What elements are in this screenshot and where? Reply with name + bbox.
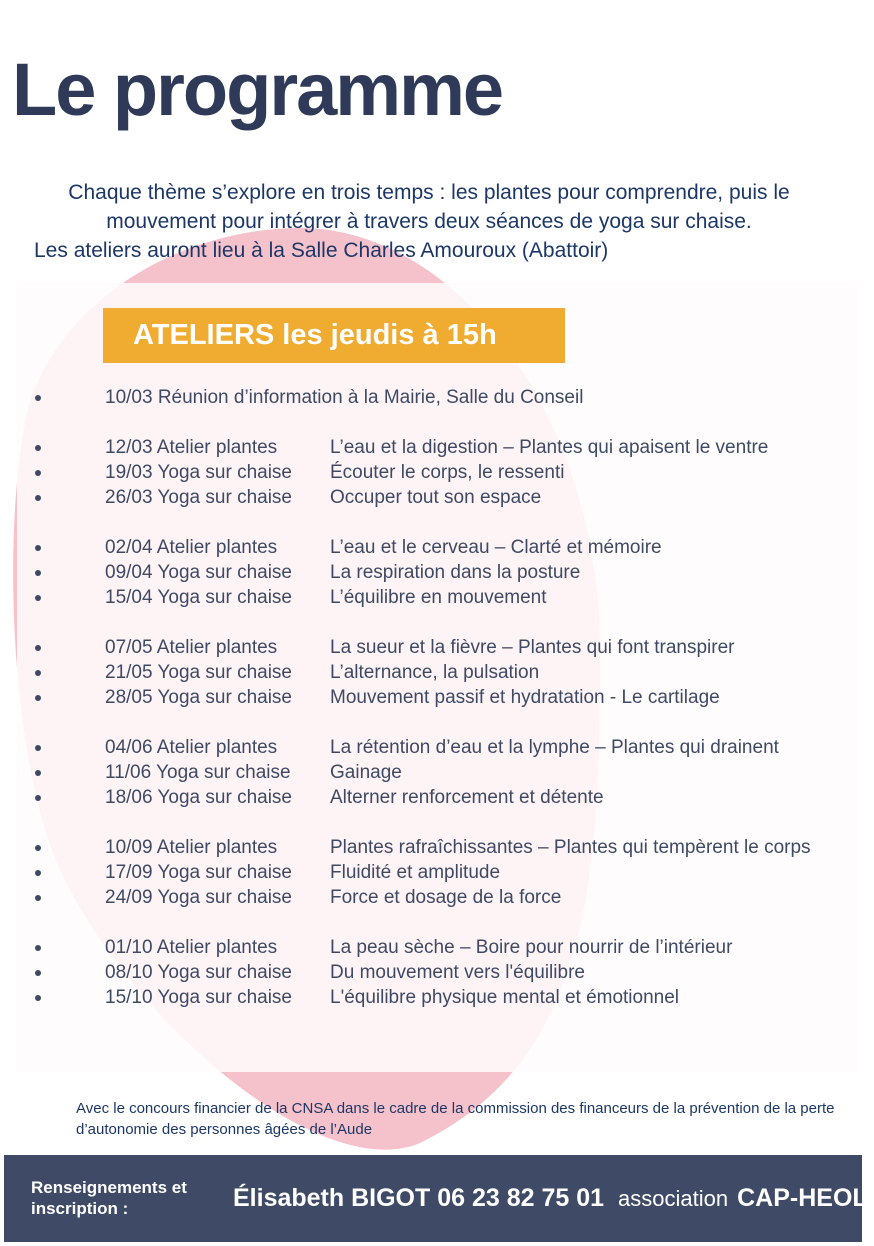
schedule-topic: Fluidité et amplitude: [330, 862, 501, 883]
schedule-topic: Plantes rafraîchissantes – Plantes qui tempèrent le corps: [330, 837, 811, 858]
bullet-icon: [35, 970, 41, 976]
schedule-date-activity: 19/03 Yoga sur chaise: [105, 462, 292, 483]
bullet-icon: [35, 470, 41, 476]
association-word: association: [618, 1185, 729, 1211]
schedule-row: [0, 885, 874, 910]
schedule-topic: La respiration dans la posture: [330, 562, 581, 583]
bullet-icon: [35, 395, 41, 401]
schedule-topic: Alterner renforcement et détente: [330, 787, 604, 808]
contact-name-phone: Élisabeth BIGOT 06 23 82 75 01: [233, 1184, 605, 1212]
bullet-icon: [35, 745, 41, 751]
schedule-date-activity: 17/09 Yoga sur chaise: [105, 862, 292, 883]
schedule-row: [0, 560, 874, 585]
bullet-icon: [35, 795, 41, 801]
schedule-date-activity: 11/06 Yoga sur chaise: [105, 762, 291, 783]
bullet-icon: [35, 945, 41, 951]
schedule-row: [0, 735, 874, 760]
schedule-date-activity: 21/05 Yoga sur chaise: [105, 662, 292, 683]
schedule-group: [0, 535, 874, 610]
schedule-row: [0, 935, 874, 960]
association-name: CAP-HEOL: [737, 1184, 868, 1212]
schedule-row: [0, 660, 874, 685]
bullet-icon: [35, 695, 41, 701]
schedule-row: [0, 960, 874, 985]
schedule-topic: La peau sèche – Boire pour nourrir de l’intérieur: [330, 937, 733, 958]
schedule-date-activity: 15/04 Yoga sur chaise: [105, 587, 292, 608]
intro-location-line: Les ateliers auront lieu à la Salle Charles Amouroux (Abattoir): [34, 239, 609, 262]
bullet-icon: [35, 495, 41, 501]
schedule-row: [0, 535, 874, 560]
schedule-date-activity: 12/03 Atelier plantes: [105, 437, 278, 458]
bullet-icon: [35, 870, 41, 876]
schedule-topic: Du mouvement vers l'équilibre: [330, 962, 585, 983]
schedule-row: [0, 685, 874, 710]
schedule-group: [0, 835, 874, 910]
bullet-icon: [35, 895, 41, 901]
schedule-date-activity: 24/09 Yoga sur chaise: [105, 887, 292, 908]
schedule-date-activity: 28/05 Yoga sur chaise: [105, 687, 292, 708]
bullet-icon: [35, 995, 41, 1001]
bullet-icon: [35, 595, 41, 601]
bullet-icon: [35, 645, 41, 651]
schedule-topic: L’alternance, la pulsation: [330, 662, 540, 683]
schedule-row: [0, 635, 874, 660]
schedule-row: [0, 460, 874, 485]
bullet-icon: [35, 570, 41, 576]
schedule-date-activity: 10/09 Atelier plantes: [105, 837, 278, 858]
footer-bar: [4, 1155, 868, 1242]
schedule-row: [0, 835, 874, 860]
schedule-date-activity: 08/10 Yoga sur chaise: [105, 962, 292, 983]
schedule-row: [0, 385, 874, 410]
schedule-topic: Mouvement passif et hydratation - Le cartilage: [330, 687, 720, 708]
schedule-date-activity: 26/03 Yoga sur chaise: [105, 487, 292, 508]
bullet-icon: [35, 845, 41, 851]
schedule-topic: Force et dosage de la force: [330, 887, 562, 908]
schedule-date-activity: 15/10 Yoga sur chaise: [105, 987, 292, 1008]
schedule-topic: L’eau et le cerveau – Clarté et mémoire: [330, 537, 662, 558]
schedule-date-activity: 07/05 Atelier plantes: [105, 637, 278, 658]
schedule-group: [0, 735, 874, 810]
schedule-date-activity: 09/04 Yoga sur chaise: [105, 562, 292, 583]
schedule-row: [0, 485, 874, 510]
schedule-date-activity: 18/06 Yoga sur chaise: [105, 787, 292, 808]
schedule-row: [0, 585, 874, 610]
footer-label: Renseignements et inscription :: [31, 1178, 187, 1218]
bullet-icon: [35, 670, 41, 676]
schedule-group: [0, 435, 874, 510]
schedule-topic: Gainage: [330, 762, 402, 783]
schedule-groups: [0, 385, 874, 1035]
schedule-date-activity: 02/04 Atelier plantes: [105, 537, 278, 558]
bullet-icon: [35, 545, 41, 551]
schedule-group: [0, 385, 874, 410]
schedule-group: [0, 935, 874, 1010]
schedule-topic: L'équilibre physique mental et émotionnel: [330, 987, 680, 1008]
schedule-topic: La sueur et la fièvre – Plantes qui font transpirer: [330, 637, 735, 658]
page-title: Le programme: [12, 48, 503, 131]
schedule-topic: L’eau et la digestion – Plantes qui apaisent le ventre: [330, 437, 769, 458]
funding-note: Avec le concours financier de la CNSA dans le cadre de la commission des financeurs de la prévention de la perte d’autonomie des personnes âgées de l’Aude: [76, 1100, 835, 1138]
schedule-row: [0, 785, 874, 810]
schedule-date-activity: 01/10 Atelier plantes: [105, 937, 278, 958]
bullet-icon: [35, 445, 41, 451]
schedule-row: [0, 760, 874, 785]
schedule-topic: La rétention d’eau et la lymphe – Plantes qui drainent: [330, 737, 779, 758]
intro-text: [34, 178, 824, 265]
schedule-row: [0, 435, 874, 460]
schedule-date-activity: 10/03 Réunion d’information à la Mairie, Salle du Conseil: [105, 387, 584, 408]
schedule-date-activity: 04/06 Atelier plantes: [105, 737, 278, 758]
schedule-topic: Occuper tout son espace: [330, 487, 542, 508]
intro-paragraph: Chaque thème s’explore en trois temps : les plantes pour comprendre, puis le mouvement pour intégrer à travers deux séances de yoga sur chaise.: [68, 181, 790, 233]
footer-contact: [233, 1155, 868, 1242]
schedule-row: [0, 985, 874, 1010]
schedule-group: [0, 635, 874, 710]
schedule-row: [0, 860, 874, 885]
schedule-topic: Écouter le corps, le ressenti: [330, 462, 565, 483]
bullet-icon: [35, 770, 41, 776]
schedule-topic: L’équilibre en mouvement: [330, 587, 547, 608]
workshops-banner: ATELIERS les jeudis à 15h: [103, 308, 565, 363]
